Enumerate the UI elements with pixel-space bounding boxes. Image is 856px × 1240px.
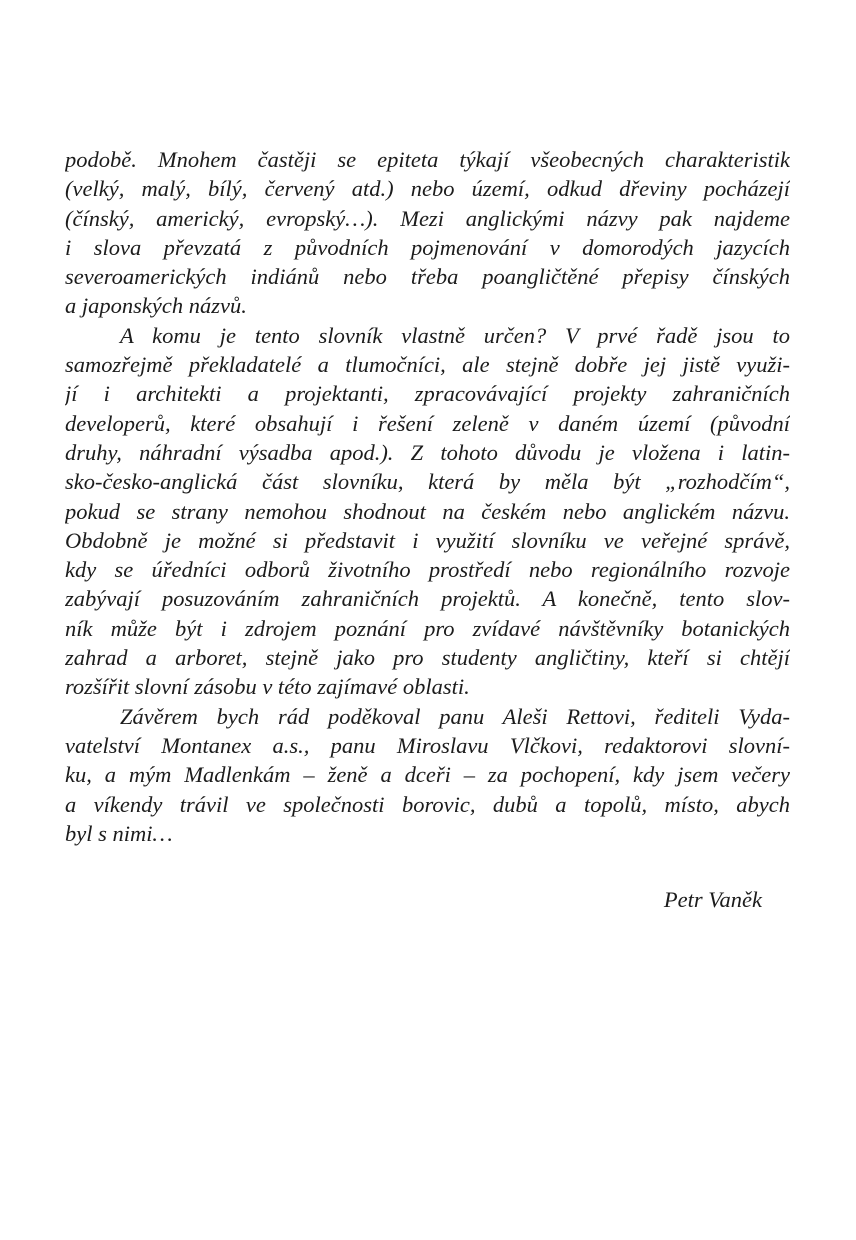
body-text xyxy=(65,145,790,914)
text-line: a japonských názvů. xyxy=(65,293,247,319)
text-line: a víkendy trávil ve společnosti borovic, dubů a topolů, místo, abych xyxy=(65,791,790,817)
text-line: zabývají posuzováním zahraničních projektů. A konečně, tento slov- xyxy=(65,586,790,612)
text-line: Obdobně je možné si představit i využití slovníku ve veřejné správě, xyxy=(65,527,790,553)
text-line: kdy se úředníci odborů životního prostředí nebo regionálního rozvoje xyxy=(65,557,790,583)
text-line: rozšířit slovní zásobu v této zajímavé oblasti. xyxy=(65,674,470,700)
text-line: sko-česko-anglická část slovníku, která by měla být „rozhodčím“, xyxy=(65,469,790,495)
text-line: vatelství Montanex a.s., panu Miroslavu Vlčkovi, redaktorovi slovní- xyxy=(65,732,790,758)
author-signature: Petr Vaněk xyxy=(663,887,762,913)
text-line: podobě. Mnohem častěji se epiteta týkají všeobecných charakteristik xyxy=(65,147,790,172)
text-line: byl s nimi… xyxy=(65,820,173,846)
text-line: samozřejmě překladatelé a tlumočníci, ale stejně dobře jej jistě využi- xyxy=(65,352,790,378)
text-line: zahrad a arboret, stejně jako pro studenty angličtiny, kteří si chtějí xyxy=(65,645,790,671)
text-line: ku, a mým Madlenkám – ženě a dceři – za pochopení, kdy jsem večery xyxy=(65,762,790,788)
text-line: (čínský, americký, evropský…). Mezi anglickými názvy pak najdeme xyxy=(65,205,790,231)
text-line: druhy, náhradní výsadba apod.). Z tohoto důvodu je vložena i latin- xyxy=(65,439,790,465)
text-line: (velký, malý, bílý, červený atd.) nebo území, odkud dřeviny pocházejí xyxy=(65,176,790,202)
text-line: Závěrem bych rád poděkoval panu Aleši Rettovi, řediteli Vyda- xyxy=(120,703,790,729)
text-line: i slova převzatá z původních pojmenování v domorodých jazycích xyxy=(65,234,790,260)
text-line: developerů, které obsahují i řešení zeleně v daném území (původní xyxy=(65,410,790,436)
text-line: severoamerických indiánů nebo třeba poangličtěné přepisy čínských xyxy=(65,264,790,290)
text-line: A komu je tento slovník vlastně určen? V prvé řadě jsou to xyxy=(120,322,790,348)
text-line: pokud se strany nemohou shodnout na českém nebo anglickém názvu. xyxy=(65,498,790,524)
text-line: jí i architekti a projektanti, zpracovávající projekty zahraničních xyxy=(65,381,790,407)
text-line: ník může být i zdrojem poznání pro zvídavé návštěvníky botanických xyxy=(65,615,790,641)
